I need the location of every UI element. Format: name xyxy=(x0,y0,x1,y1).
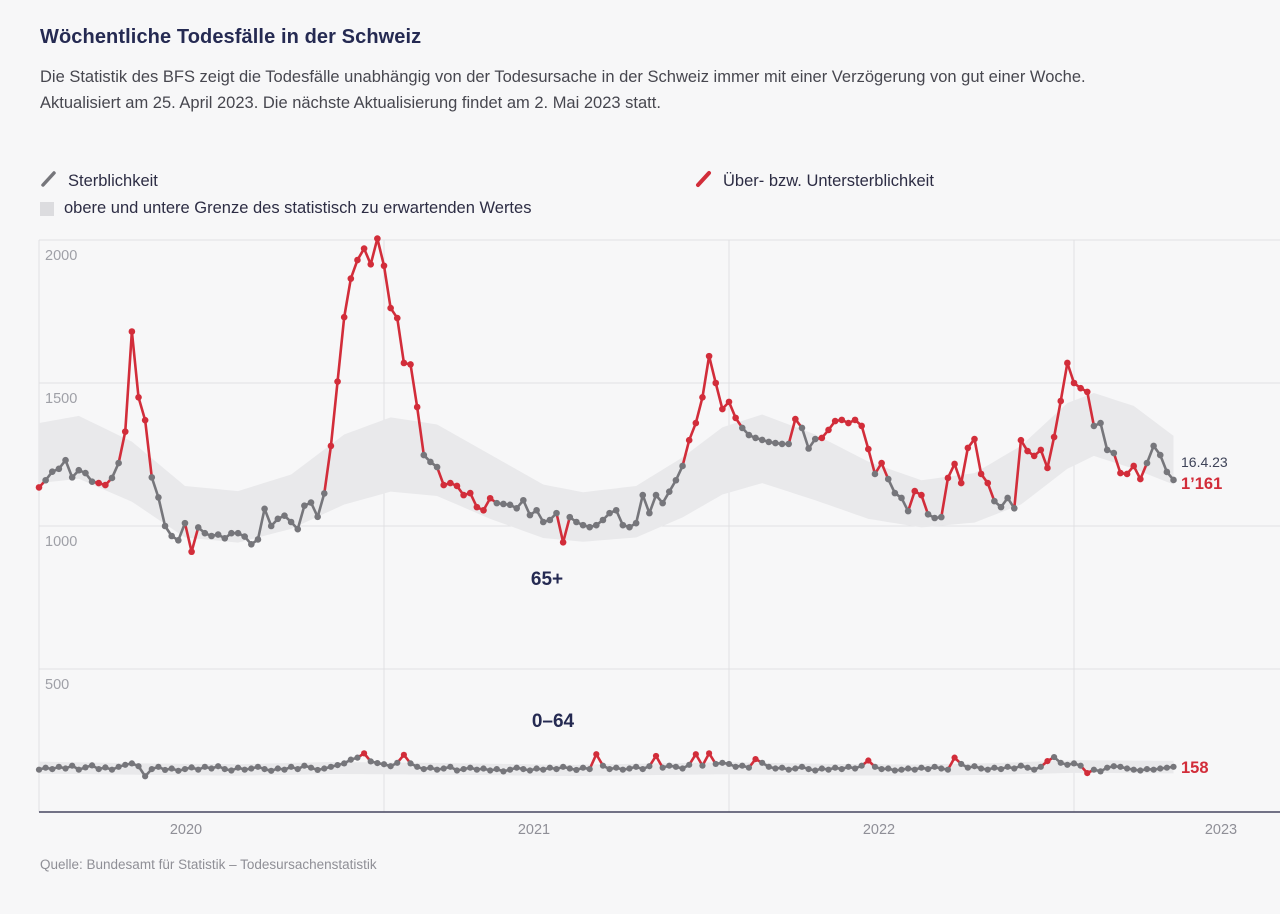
chart xyxy=(0,230,1280,850)
annotation-value-0-64: 158 xyxy=(1181,759,1209,777)
subtitle-line-1: Die Statistik des BFS zeigt die Todesfälle unabhängig von der Todesursache in der Schweiz immer mit einer Verzögerung von gut einer Woche. xyxy=(40,68,1086,86)
expected-band-65plus xyxy=(39,393,1174,543)
legend-item-band xyxy=(40,199,531,218)
subtitle-line-2: Aktualisiert am 25. April 2023. Die nächste Aktualisierung findet am 2. Mai 2023 statt. xyxy=(40,94,661,112)
legend-label-excess: Über- bzw. Untersterblichkeit xyxy=(723,172,934,190)
red-slash-icon xyxy=(695,170,713,193)
page-subtitle xyxy=(40,64,1086,116)
y-tick-1500: 1500 xyxy=(45,391,78,407)
x-label-2023: 2023 xyxy=(1204,822,1238,838)
legend-item-excess xyxy=(695,170,934,193)
panel-label-0-64: 0–64 xyxy=(531,711,575,732)
legend-item-mortality xyxy=(40,170,158,193)
annotation-value-65plus: 1’161 xyxy=(1181,475,1223,493)
legend-label-mortality: Sterblichkeit xyxy=(68,172,158,190)
source-note: Quelle: Bundesamt für Statistik – Todesursachenstatistik xyxy=(40,857,377,872)
band-swatch-icon xyxy=(40,202,54,216)
annotation-date: 16.4.23 xyxy=(1181,454,1228,470)
y-tick-2000: 2000 xyxy=(45,248,78,264)
x-label-2022: 2022 xyxy=(862,822,896,838)
legend-label-band: obere und untere Grenze des statistisch zu erwartenden Wertes xyxy=(64,199,532,217)
x-label-2020: 2020 xyxy=(169,822,203,838)
panel-label-65plus: 65+ xyxy=(530,569,564,590)
grey-slash-icon xyxy=(40,170,58,193)
y-tick-500: 500 xyxy=(45,677,70,693)
x-label-2021: 2021 xyxy=(517,822,551,838)
chart-svg xyxy=(0,230,1280,850)
y-tick-1000: 1000 xyxy=(45,534,78,550)
page-title: Wöchentliche Todesfälle in der Schweiz xyxy=(40,26,422,48)
